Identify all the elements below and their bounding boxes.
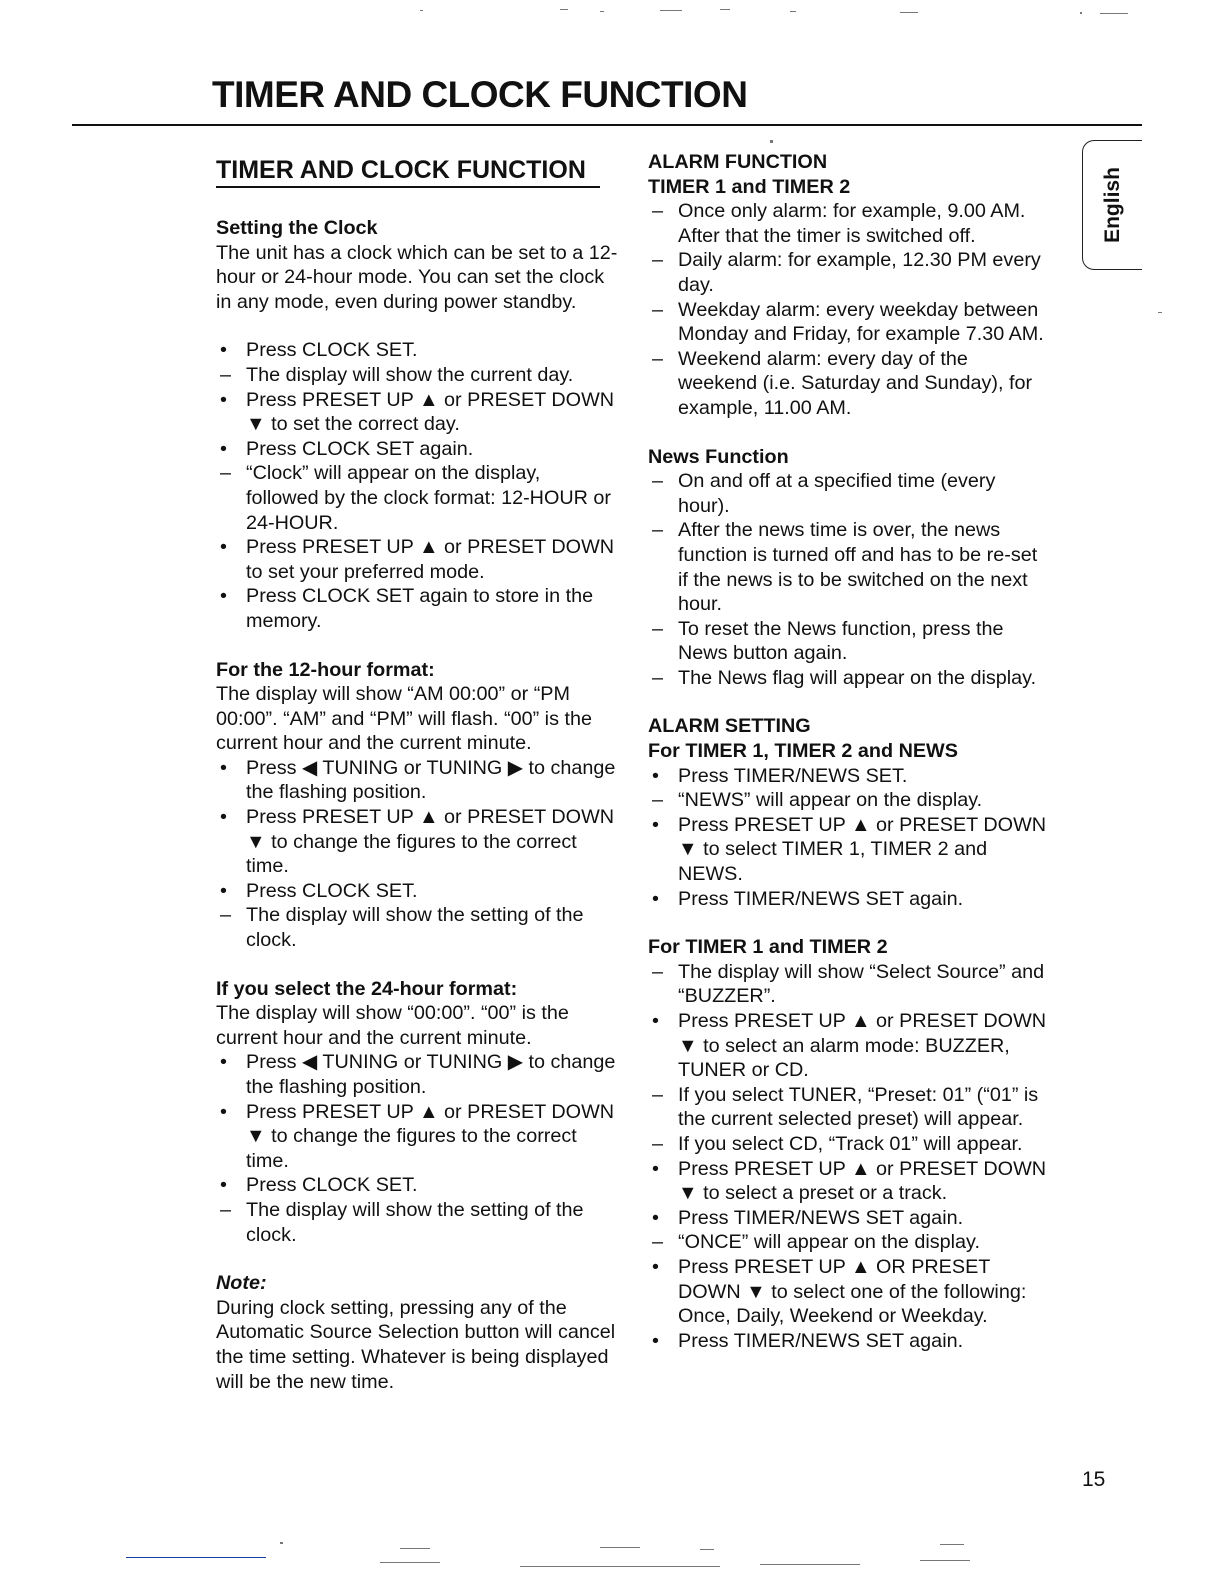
note-text: During clock setting, pressing any of the Automatic Source Selection button will cancel the time setting. Whatever is being displayed will be the new time.: [216, 1296, 616, 1393]
list-item: • Press CLOCK SET.: [216, 879, 618, 904]
list-item: – “Clock” will appear on the display, followed by the clock format: 12-HOUR or 24-HOUR.: [216, 461, 618, 535]
setting-clock-heading: Setting the Clock: [216, 217, 378, 239]
list-item: • Press CLOCK SET again to store in the memory.: [216, 584, 618, 633]
list-item: – If you select TUNER, “Preset: 01” (“01” is the current selected preset) will appear.: [648, 1083, 1052, 1132]
list-item: – If you select CD, “Track 01” will appear.: [648, 1132, 1052, 1157]
footer-rule: [126, 1557, 266, 1558]
list-item: • Press TIMER/NEWS SET again.: [648, 887, 1052, 912]
list-item: – On and off at a specified time (every hour).: [648, 469, 1052, 518]
alarm-setting-heading: ALARM SETTING: [648, 715, 811, 738]
page-title: TIMER AND CLOCK FUNCTION: [212, 74, 748, 115]
right-column: [648, 150, 1052, 1353]
list-item: – Once only alarm: for example, 9.00 AM. After that the timer is switched off.: [648, 199, 1052, 248]
list-item: – The News flag will appear on the display.: [648, 666, 1052, 691]
list-item: – The display will show the setting of the clock.: [216, 903, 618, 952]
list-item: • Press PRESET UP ▲ or PRESET DOWN ▼ to change the figures to the correct time.: [216, 805, 618, 879]
format-24-steps: [216, 1050, 618, 1247]
news-function-heading: News Function: [648, 445, 789, 468]
alarm-function-subheading: TIMER 1 and TIMER 2: [648, 175, 851, 198]
list-item: • Press PRESET UP ▲ or PRESET DOWN ▼ to select an alarm mode: BUZZER, TUNER or CD.: [648, 1009, 1052, 1083]
list-item: • Press PRESET UP ▲ OR PRESET DOWN ▼ to select one of the following: Once, Daily, Weekend or Weekday.: [648, 1255, 1052, 1329]
list-item: • Press CLOCK SET.: [216, 1173, 618, 1198]
format-24-heading: If you select the 24-hour format:: [216, 977, 518, 1000]
section-title: TIMER AND CLOCK FUNCTION: [216, 156, 600, 188]
list-item: • Press TIMER/NEWS SET again.: [648, 1329, 1052, 1354]
alarm-function-items: [648, 199, 1052, 420]
list-item: • Press CLOCK SET.: [216, 338, 618, 363]
page-number: 15: [1082, 1468, 1106, 1491]
setting-clock-steps: [216, 338, 618, 633]
list-item: – Daily alarm: for example, 12.30 PM every day.: [648, 248, 1052, 297]
left-column: [216, 150, 618, 1394]
list-item: • Press TIMER/NEWS SET.: [648, 764, 1052, 789]
language-tab: [1082, 140, 1142, 270]
list-item: – The display will show “Select Source” and “BUZZER”.: [648, 960, 1052, 1009]
list-item: • Press PRESET UP ▲ or PRESET DOWN to set your preferred mode.: [216, 535, 618, 584]
list-item: – Weekday alarm: every weekday between Monday and Friday, for example 7.30 AM.: [648, 298, 1052, 347]
format-12-intro: The display will show “AM 00:00” or “PM 00:00”. “AM” and “PM” will flash. “00” is the current hour and the current minute.: [216, 683, 592, 755]
list-item: • Press PRESET UP ▲ or PRESET DOWN ▼ to change the figures to the correct time.: [216, 1100, 618, 1174]
list-item: • Press PRESET UP ▲ or PRESET DOWN ▼ to select TIMER 1, TIMER 2 and NEWS.: [648, 813, 1052, 887]
setting-clock-intro: The unit has a clock which can be set to a 12-hour or 24-hour mode. You can set the clock in any mode, even during power standby.: [216, 241, 618, 313]
alarm-setting-steps: [648, 764, 1052, 912]
list-item: – “ONCE” will appear on the display.: [648, 1230, 1052, 1255]
note-heading: Note:: [216, 1272, 267, 1295]
list-item: – Weekend alarm: every day of the weekend (i.e. Saturday and Sunday), for example, 11.00 AM.: [648, 347, 1052, 421]
title-rule: [72, 124, 1142, 126]
format-12-heading: For the 12-hour format:: [216, 658, 435, 681]
list-item: – The display will show the setting of the clock.: [216, 1198, 618, 1247]
list-item: – To reset the News function, press the News button again.: [648, 617, 1052, 666]
alarm-function-heading: ALARM FUNCTION: [648, 151, 828, 173]
list-item: • Press ◀ TUNING or TUNING ▶ to change the flashing position.: [216, 756, 618, 805]
timer-1-2-steps: [648, 960, 1052, 1354]
timer-1-2-heading: For TIMER 1 and TIMER 2: [648, 936, 888, 959]
list-item: • Press PRESET UP ▲ or PRESET DOWN ▼ to set the correct day.: [216, 388, 618, 437]
list-item: – “NEWS” will appear on the display.: [648, 788, 1052, 813]
list-item: • Press CLOCK SET again.: [216, 437, 618, 462]
list-item: – After the news time is over, the news function is turned off and has to be re-set if the news is to be switched on the next hour.: [648, 518, 1052, 616]
format-12-steps: [216, 756, 618, 953]
format-24-intro: The display will show “00:00”. “00” is the current hour and the current minute.: [216, 1002, 569, 1049]
list-item: • Press ◀ TUNING or TUNING ▶ to change the flashing position.: [216, 1050, 618, 1099]
language-tab-label: English: [1100, 167, 1124, 243]
news-function-items: [648, 469, 1052, 690]
list-item: – The display will show the current day.: [216, 363, 618, 388]
list-item: • Press PRESET UP ▲ or PRESET DOWN ▼ to select a preset or a track.: [648, 1157, 1052, 1206]
alarm-setting-subheading: For TIMER 1, TIMER 2 and NEWS: [648, 740, 958, 763]
list-item: • Press TIMER/NEWS SET again.: [648, 1206, 1052, 1231]
